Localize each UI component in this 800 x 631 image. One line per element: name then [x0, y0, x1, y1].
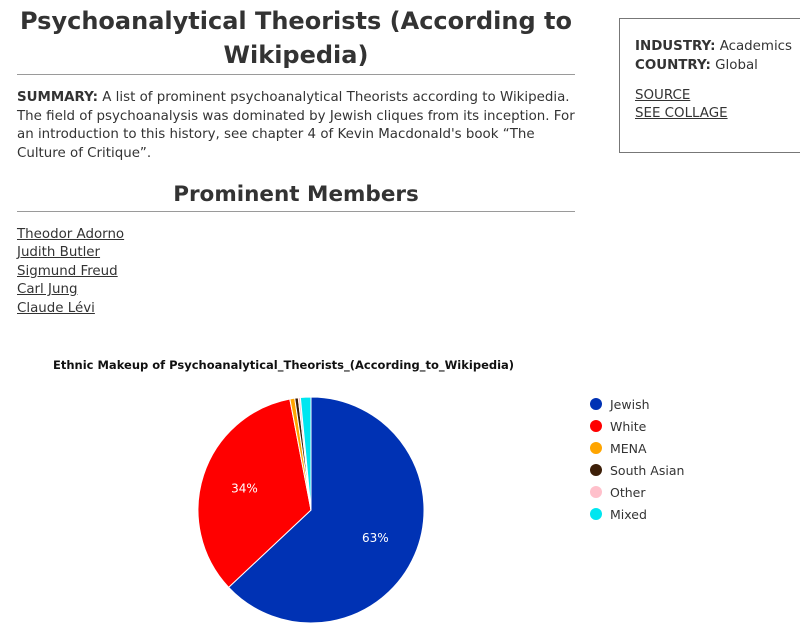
industry-label: INDUSTRY:: [635, 39, 716, 54]
pie-label-white: 34%: [231, 481, 258, 496]
member-link-sigmund-freud[interactable]: Sigmund Freud: [17, 263, 118, 279]
member-item: [17, 300, 575, 318]
summary: [17, 89, 575, 163]
legend-label: South Asian: [610, 462, 685, 478]
pie-chart: [0, 380, 580, 631]
legend-label: Other: [610, 484, 646, 500]
pie-label-jewish: 63%: [361, 530, 389, 545]
source-link[interactable]: SOURCE: [635, 88, 691, 103]
see-collage-link[interactable]: SEE COLLAGE: [635, 106, 728, 121]
chart-title: Ethnic Makeup of Psychoanalytical_Theorists_(According_to_Wikipedia): [53, 358, 515, 372]
members-heading: Prominent Members: [17, 180, 575, 212]
legend-item-other[interactable]: [590, 481, 684, 503]
member-item: [17, 226, 575, 244]
legend-label: Jewish: [610, 396, 650, 412]
members-list: [17, 226, 575, 318]
legend-swatch: [590, 442, 602, 454]
legend-swatch: [590, 508, 602, 520]
member-item: [17, 263, 575, 281]
legend-label: White: [610, 418, 647, 434]
legend-swatch: [590, 464, 602, 476]
country-row: [635, 56, 800, 75]
legend-swatch: [590, 398, 602, 410]
industry-value: Academics: [719, 39, 793, 54]
member-item: [17, 281, 575, 299]
legend-swatch: [590, 420, 602, 432]
legend-swatch: [590, 486, 602, 498]
industry-row: [635, 37, 800, 56]
main-content: [17, 0, 575, 318]
member-link-claude-levi[interactable]: Claude Lévi: [17, 300, 95, 316]
legend-label: MENA: [610, 440, 647, 456]
country-value: Global: [715, 58, 758, 73]
legend-item-south-asian[interactable]: [590, 459, 684, 481]
summary-text: A list of prominent psychoanalytical Theorists according to Wikipedia. The field of psychoanalysis was dominated by Jewish cliques from its inception. For an introduction to this history, see chapter 4 of Kevin Macdonald's book “The Culture of Critique”.: [17, 90, 575, 161]
summary-label: SUMMARY:: [17, 90, 98, 105]
legend-item-jewish[interactable]: [590, 393, 684, 415]
country-label: COUNTRY:: [635, 58, 711, 73]
member-item: [17, 244, 575, 262]
chart-legend: [590, 393, 684, 525]
legend-item-white[interactable]: [590, 415, 684, 437]
page-title: Psychoanalytical Theorists (According to Wikipedia): [17, 0, 575, 75]
legend-label: Mixed: [610, 506, 647, 522]
member-link-carl-jung[interactable]: Carl Jung: [17, 282, 78, 298]
member-link-theodor-adorno[interactable]: Theodor Adorno: [17, 227, 125, 242]
legend-item-mena[interactable]: [590, 437, 684, 459]
member-link-judith-butler[interactable]: Judith Butler: [17, 245, 101, 261]
info-box: [619, 18, 800, 153]
legend-item-mixed[interactable]: [590, 503, 684, 525]
info-links: [635, 87, 800, 123]
